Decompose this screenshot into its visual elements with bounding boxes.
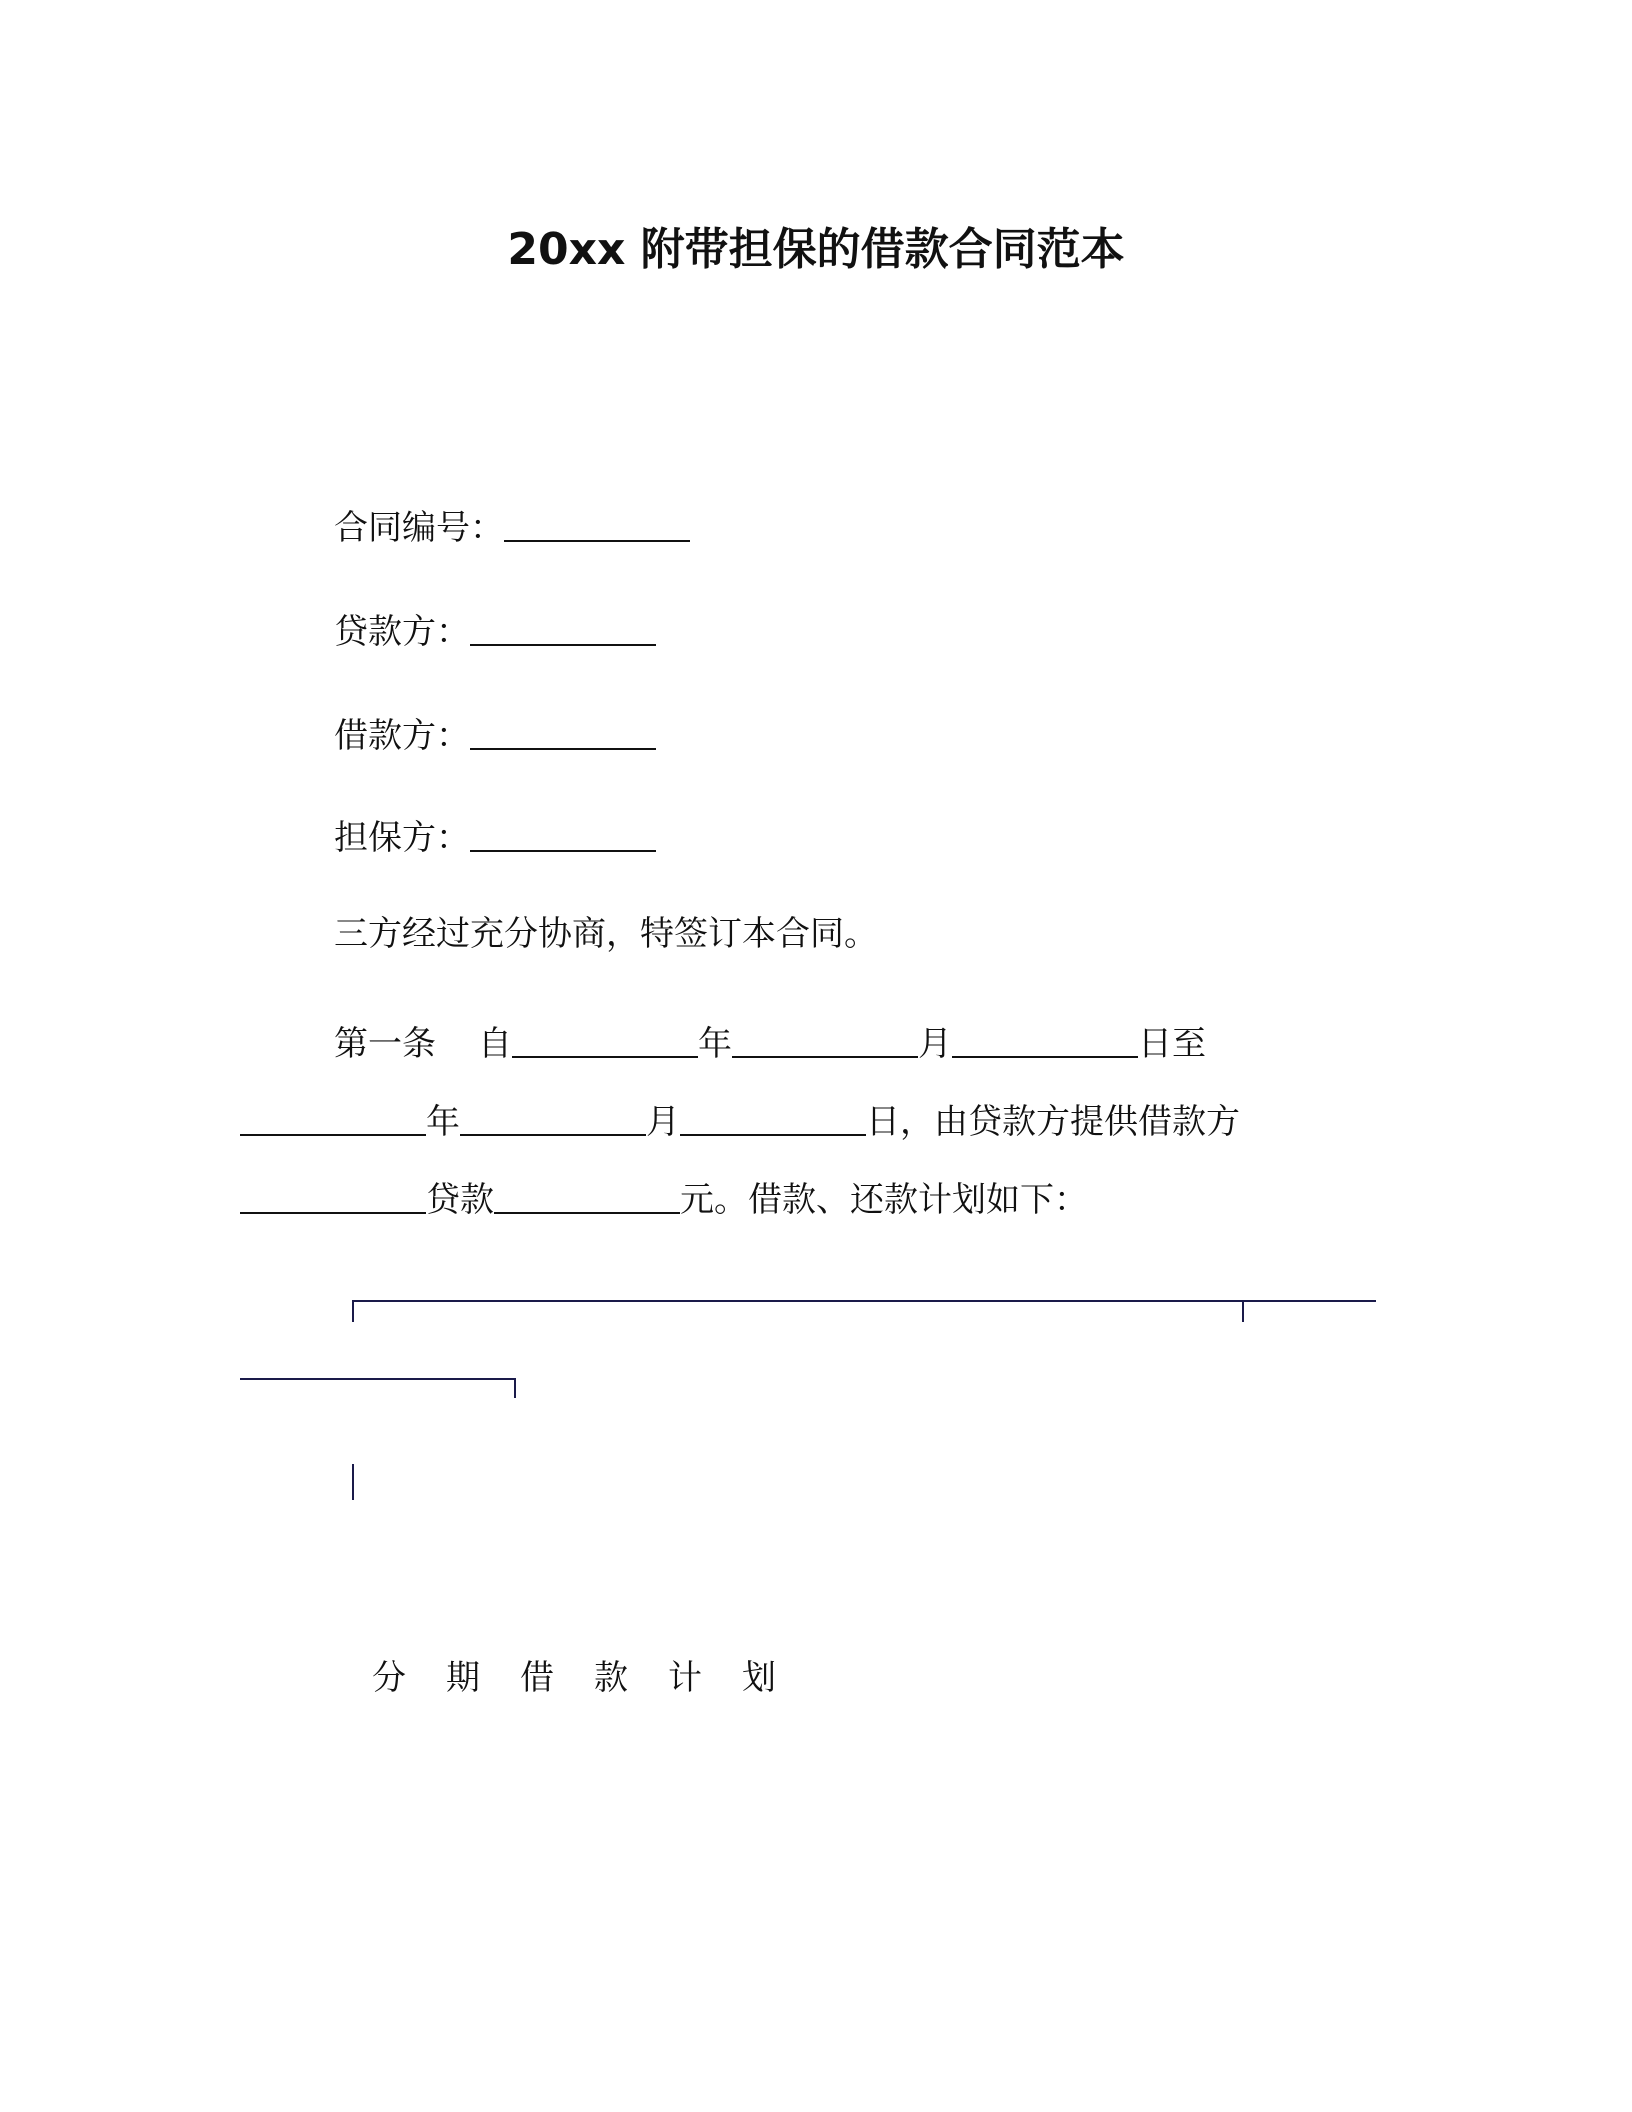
plan-char: 分 — [372, 1658, 406, 1698]
end-day-label: 日，由贷款方提供借款方 — [866, 1102, 1240, 1142]
article1-line2 — [240, 1092, 1240, 1144]
plan-char: 借 — [520, 1658, 554, 1698]
table-left-border — [352, 1464, 354, 1500]
yuan-label: 元。借款、还款计划如下： — [680, 1180, 1088, 1220]
end-year-blank — [240, 1092, 426, 1136]
plan-char: 款 — [594, 1658, 628, 1698]
borrower-label: 借款方： — [334, 716, 470, 756]
borrower-blank — [470, 706, 656, 750]
intro-paragraph: 三方经过充分协商，特签订本合同。 — [334, 914, 878, 954]
guarantor-line — [334, 808, 656, 860]
borrower-line — [334, 706, 656, 758]
start-month-blank — [732, 1014, 918, 1058]
loan-label: 贷款 — [426, 1180, 494, 1220]
installment-plan-heading — [372, 1656, 816, 1700]
end-month-blank — [460, 1092, 646, 1136]
lender-label: 贷款方： — [334, 612, 470, 652]
article1-heading: 第一条 — [334, 1024, 436, 1064]
start-year-label: 年 — [698, 1024, 732, 1064]
contract-number-line — [334, 498, 690, 550]
guarantor-blank — [470, 808, 656, 852]
loan-amount-blank — [494, 1170, 680, 1214]
table-top-rule — [352, 1300, 1376, 1302]
plan-char: 计 — [668, 1658, 702, 1698]
contract-number-blank — [504, 498, 690, 542]
contract-number-label: 合同编号： — [334, 508, 504, 548]
table-second-tick — [514, 1378, 516, 1398]
guarantor-label: 担保方： — [334, 818, 470, 858]
start-year-blank — [512, 1014, 698, 1058]
article1-from: 自 — [478, 1024, 512, 1064]
table-second-rule — [240, 1378, 516, 1380]
end-month-label: 月 — [646, 1102, 680, 1142]
plan-char: 划 — [742, 1658, 776, 1698]
article1-line3 — [240, 1170, 1088, 1222]
lender-line — [334, 602, 656, 654]
article1-line1 — [334, 1014, 1206, 1066]
table-top-left-tick — [352, 1300, 354, 1322]
end-year-label: 年 — [426, 1102, 460, 1142]
end-day-blank — [680, 1092, 866, 1136]
start-month-label: 月 — [918, 1024, 952, 1064]
table-top-mid-tick — [1242, 1300, 1244, 1322]
start-day-blank — [952, 1014, 1138, 1058]
lender-blank — [470, 602, 656, 646]
page-title: 20xx 附带担保的借款合同范本 — [507, 224, 1125, 275]
plan-char: 期 — [446, 1658, 480, 1698]
start-day-to-label: 日至 — [1138, 1024, 1206, 1064]
loan-purpose-blank — [240, 1170, 426, 1214]
